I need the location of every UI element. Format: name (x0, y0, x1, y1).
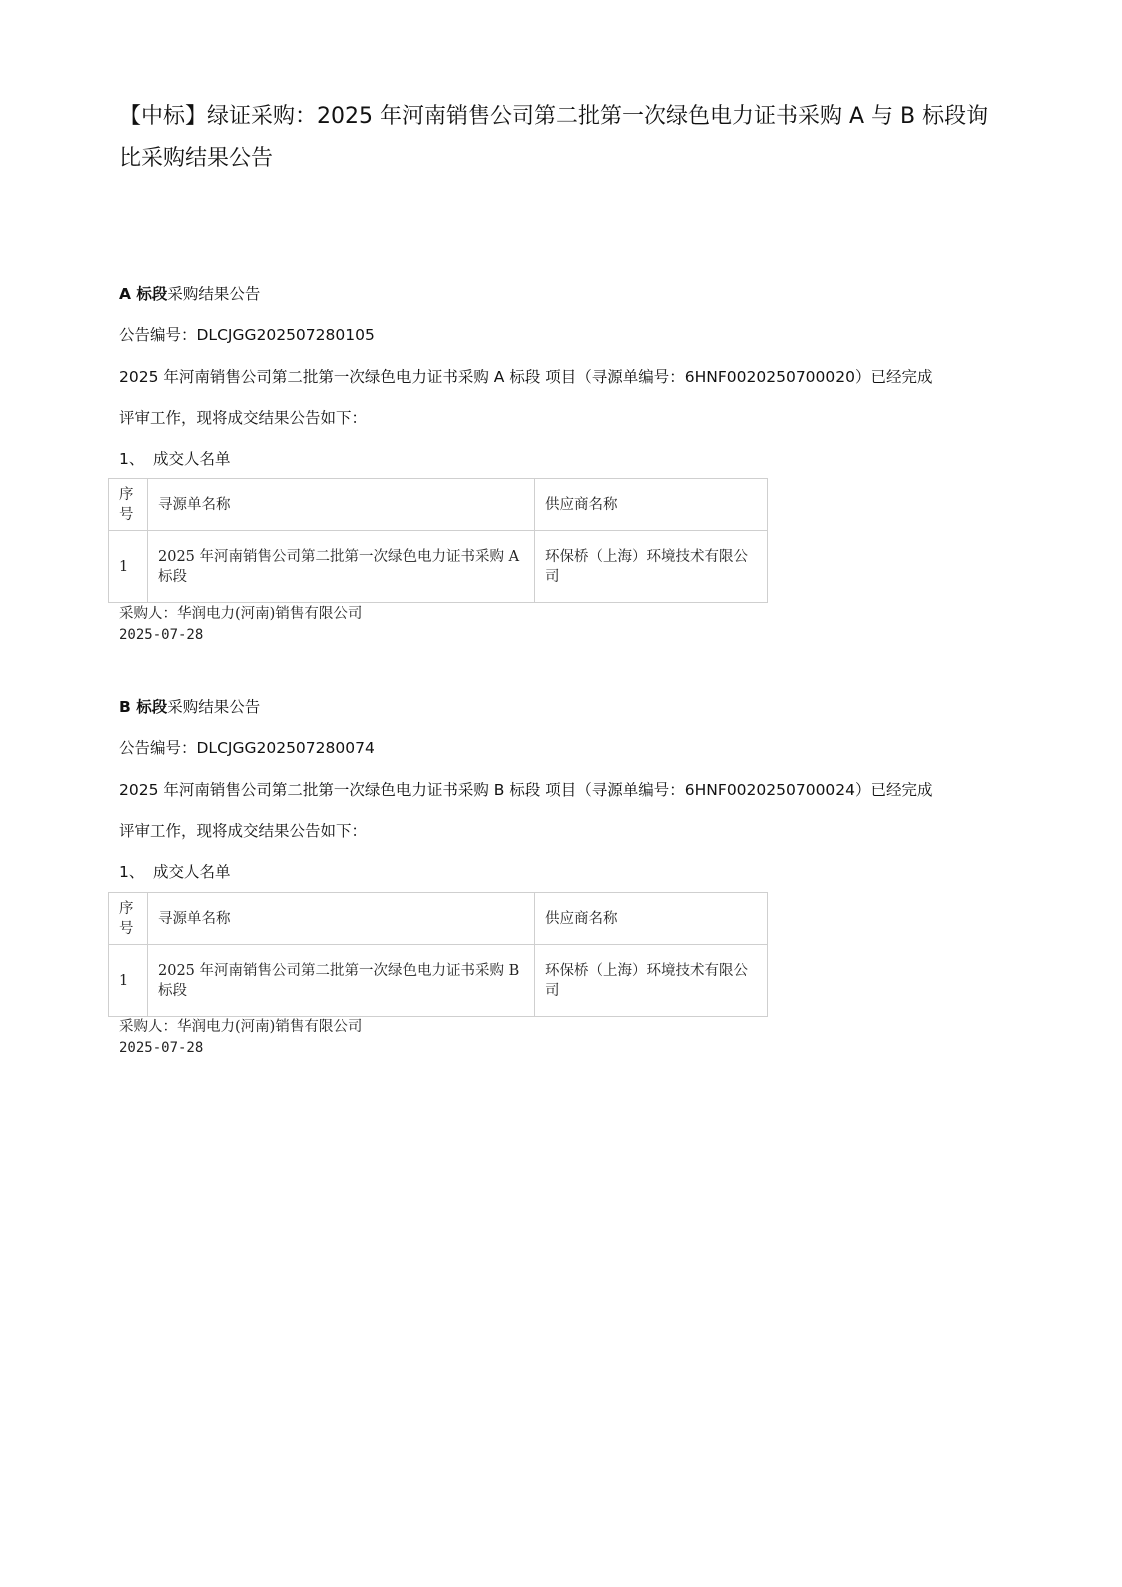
cell-index: 1 (109, 531, 148, 603)
notice-number: 公告编号：DLCJGG202507280105 (119, 326, 375, 344)
table-header-row (109, 893, 768, 945)
notice-number: 公告编号：DLCJGG202507280074 (119, 739, 375, 757)
section-heading-bold: B 标段 (119, 698, 168, 716)
list-label (119, 861, 231, 883)
list-label-text: 成交人名单 (153, 863, 231, 881)
header-cell-supplier: 供应商名称 (535, 479, 768, 531)
header-cell-index: 序号 (109, 479, 148, 531)
buyer-line: 采购人：华润电力(河南)销售有限公司 (119, 606, 363, 622)
header-cell-source-name: 寻源单名称 (148, 479, 535, 531)
buyer-line: 采购人：华润电力(河南)销售有限公司 (119, 1019, 363, 1035)
list-number: 1、 (119, 863, 145, 881)
table-row (109, 531, 768, 603)
cell-source-name: 2025 年河南销售公司第二批第一次绿色电力证书采购 A 标段 (148, 531, 535, 603)
result-table (108, 892, 768, 1017)
section-heading-bold: A 标段 (119, 285, 168, 303)
section-heading (119, 283, 260, 305)
section-heading-rest: 采购结果公告 (167, 285, 261, 303)
cell-supplier: 环保桥（上海）环境技术有限公司 (535, 945, 768, 1017)
intro-line-2: 评审工作，现将成交结果公告如下： (119, 822, 368, 840)
table-row (109, 945, 768, 1017)
section-heading-rest: 采购结果公告 (167, 698, 261, 716)
list-label-text: 成交人名单 (153, 450, 231, 468)
header-cell-source-name: 寻源单名称 (148, 893, 535, 945)
intro-line-2: 评审工作，现将成交结果公告如下： (119, 409, 368, 427)
intro-line-1: 2025 年河南销售公司第二批第一次绿色电力证书采购 B 标段 项目（寻源单编号：6HNF0020250700024）已经完成 (119, 781, 933, 799)
section-heading (119, 696, 260, 718)
date-line: 2025-07-28 (119, 627, 204, 643)
document-title: 【中标】绿证采购：2025 年河南销售公司第二批第一次绿色电力证书采购 A 与 B 标段询比采购结果公告 (119, 104, 989, 171)
header-cell-index: 序号 (109, 893, 148, 945)
table-header-row (109, 479, 768, 531)
header-cell-supplier: 供应商名称 (535, 893, 768, 945)
list-label (119, 448, 231, 470)
date-line: 2025-07-28 (119, 1040, 204, 1056)
cell-index: 1 (109, 945, 148, 1017)
list-number: 1、 (119, 450, 145, 468)
cell-supplier: 环保桥（上海）环境技术有限公司 (535, 531, 768, 603)
cell-source-name: 2025 年河南销售公司第二批第一次绿色电力证书采购 B 标段 (148, 945, 535, 1017)
intro-line-1: 2025 年河南销售公司第二批第一次绿色电力证书采购 A 标段 项目（寻源单编号：6HNF0020250700020）已经完成 (119, 368, 933, 386)
result-table (108, 478, 768, 603)
